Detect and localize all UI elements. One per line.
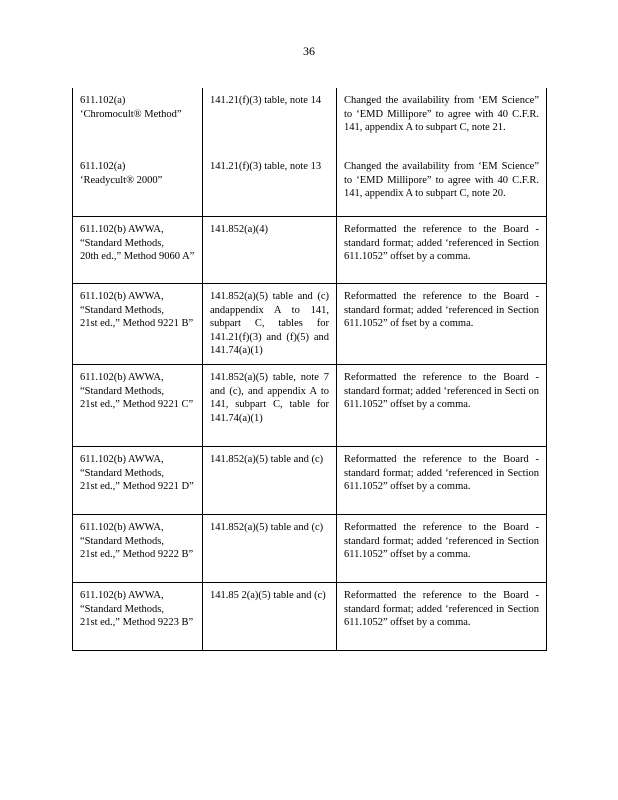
- change-description-cell: Reformatted the reference to the Board - standard format; added ‘referenced in Secti on 611.1052” offset by a comma.: [337, 365, 547, 447]
- amendments-table: [72, 88, 547, 651]
- change-description-cell: Reformatted the reference to the Board - standard format; added ‘referenced in Section 611.1052” of fset by a comma.: [337, 284, 547, 365]
- table-row: [73, 217, 547, 284]
- section-cell: 611.102(a) ‘Chromocult® Method”: [73, 88, 203, 154]
- federal-reference-cell: 141.85 2(a)(5) table and (c): [203, 583, 337, 651]
- federal-reference-cell: 141.21(f)(3) table, note 14: [203, 88, 337, 154]
- change-description-cell: Reformatted the reference to the Board - standard format; added ‘referenced in Section 611.1052” offset by a comma.: [337, 515, 547, 583]
- section-cell: 611.102(b) AWWA, “Standard Methods, 21st ed.,” Method 9221 D”: [73, 447, 203, 515]
- table-row: [73, 515, 547, 583]
- change-description-cell: Reformatted the reference to the Board - standard format; added ‘referenced in Section 611.1052” offset by a comma.: [337, 447, 547, 515]
- federal-reference-cell: 141.852(a)(4): [203, 217, 337, 284]
- section-cell: 611.102(a) ‘Readycult® 2000”: [73, 154, 203, 217]
- section-cell: 611.102(b) AWWA, “Standard Methods, 21st ed.,” Method 9222 B”: [73, 515, 203, 583]
- table-row: [73, 583, 547, 651]
- section-cell: 611.102(b) AWWA, “Standard Methods, 21st ed.,” Method 9221 C”: [73, 365, 203, 447]
- table-row: [73, 284, 547, 365]
- federal-reference-cell: 141.21(f)(3) table, note 13: [203, 154, 337, 217]
- table-row: [73, 365, 547, 447]
- page-number: 36: [303, 44, 315, 58]
- table-row: [73, 154, 547, 217]
- section-cell: 611.102(b) AWWA, “Standard Methods, 21st ed.,” Method 9221 B”: [73, 284, 203, 365]
- federal-reference-cell: 141.852(a)(5) table and (c): [203, 447, 337, 515]
- federal-reference-cell: 141.852(a)(5) table and (c): [203, 515, 337, 583]
- change-description-cell: Reformatted the reference to the Board - standard format; added ‘referenced in Section 611.1052” offset by a comma.: [337, 583, 547, 651]
- table-row: [73, 88, 547, 154]
- federal-reference-cell: 141.852(a)(5) table and (c) andappendix A to 141, subpart C, tables for 141.21(f)(3) and (f)(5) and 141.74(a)(1): [203, 284, 337, 365]
- federal-reference-cell: 141.852(a)(5) table, note 7 and (c), and appendix A to 141, subpart C, table for 141.74(a)(1): [203, 365, 337, 447]
- section-cell: 611.102(b) AWWA, “Standard Methods, 21st ed.,” Method 9223 B”: [73, 583, 203, 651]
- change-description-cell: Changed the availability from ‘EM Science” to ‘EMD Millipore” to agree with 40 C.F.R. 141, appendix A to subpart C, note 20.: [337, 154, 547, 217]
- change-description-cell: Changed the availability from ‘EM Science” to ‘EMD Millipore” to agree with 40 C.F.R. 141, appendix A to subpart C, note 21.: [337, 88, 547, 154]
- change-description-cell: Reformatted the reference to the Board - standard format; added ‘referenced in Section 611.1052” offset by a comma.: [337, 217, 547, 284]
- table-row: [73, 447, 547, 515]
- section-cell: 611.102(b) AWWA, “Standard Methods, 20th ed.,” Method 9060 A”: [73, 217, 203, 284]
